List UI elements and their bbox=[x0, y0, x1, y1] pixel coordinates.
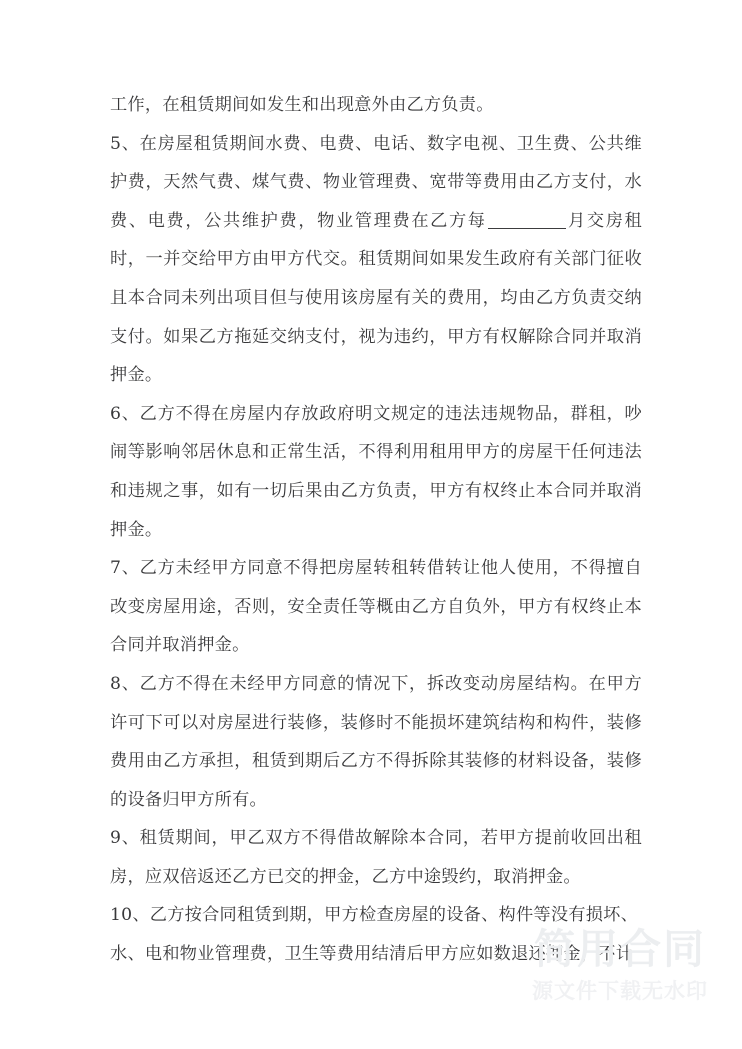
paragraph-clause-10: 10、乙方按合同租赁到期，甲方检查房屋的设备、构件等没有损坏、水、电和物业管理费，卫生等费用结清后甲方应如数退还押金，不计 bbox=[110, 905, 639, 965]
clause-5-text-after-blank: 月交房租时，一并交给甲方由甲方代交。租赁期间如果发生政府有关部门征收且本合同未列出项目但与使用该房屋有关的费用，均由乙方负责交纳支付。如果乙方拖延交纳支付，视为违约，甲方有权解除合同并取消押金。 bbox=[110, 210, 642, 386]
paragraph-clause-7: 7、乙方未经甲方同意不得把房屋转租转借转让他人使用，不得擅自改变房屋用途，否则，安全责任等概由乙方自负外，甲方有权终止本合同并取消押金。 bbox=[110, 558, 642, 656]
paragraph-continuation: 工作，在租赁期间如发生和出现意外由乙方负责。 bbox=[110, 95, 494, 115]
paragraph-clause-5 bbox=[110, 125, 642, 395]
watermark-brand-text: 简用合同 bbox=[534, 925, 706, 974]
paragraph-clause-8: 8、乙方不得在未经甲方同意的情况下，拆改变动房屋结构。在甲方许可下可以对房屋进行装修，装修时不能损坏建筑结构和构件，装修费用由乙方承担，租赁到期后乙方不得拆除其装修的材料设备，装修的设备归甲方所有。 bbox=[110, 673, 642, 810]
document-text-body bbox=[110, 86, 642, 974]
payment-month-blank-field[interactable] bbox=[488, 228, 566, 229]
paragraph-clause-9: 9、租赁期间，甲乙双方不得借故解除本合同，若甲方提前收回出租房，应双倍返还乙方已交的押金，乙方中途毁约，取消押金。 bbox=[110, 828, 642, 887]
paragraph-clause-6: 6、乙方不得在房屋内存放政府明文规定的违法违规物品，群租，吵闹等影响邻居休息和正常生活，不得利用租用甲方的房屋干任何违法和违规之事，如有一切后果由乙方负责，甲方有权终止本合同并取消押金。 bbox=[110, 403, 642, 540]
watermark-subtitle-text: 源文件下载无水印 bbox=[532, 978, 708, 1003]
clause-5-text-before-blank: 5、在房屋租赁期间水费、电费、电话、数字电视、卫生费、公共维护费，天然气费、煤气费、物业管理费、宽带等费用由乙方支付，水费、电费，公共维护费，物业管理费在乙方每 bbox=[110, 133, 642, 231]
